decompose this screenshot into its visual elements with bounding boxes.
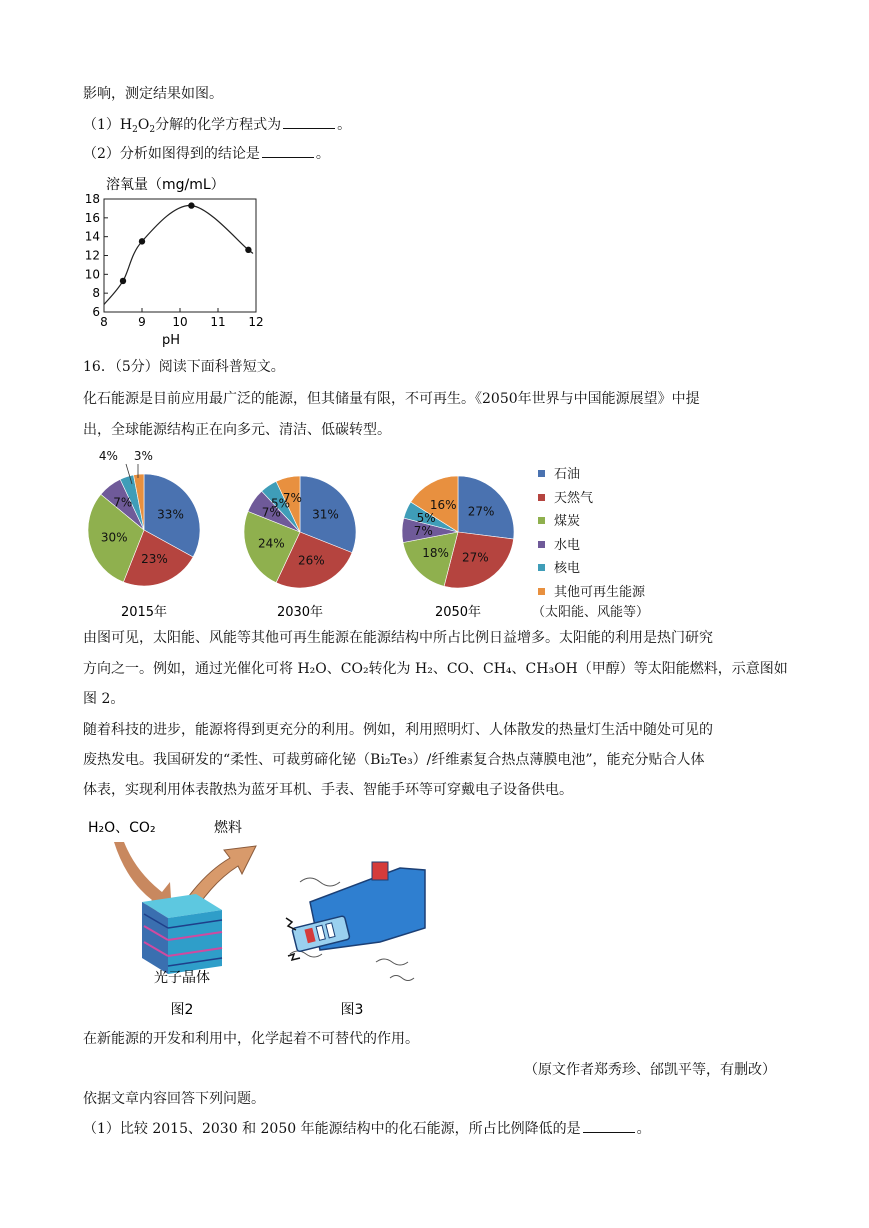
- legend-swatch: [538, 494, 545, 501]
- pie-slice-label: 26%: [298, 553, 325, 568]
- pie-slice-label: 27%: [467, 504, 495, 519]
- fig2-caption: 图2: [170, 1002, 194, 1018]
- legend-item: [538, 463, 580, 482]
- pie-slice-label: 4%: [98, 449, 118, 463]
- legend-label: 核电: [554, 561, 581, 576]
- fig3-caption: 图3: [340, 1002, 364, 1018]
- chart-ylabel: 溶氧量（mg/mL）: [106, 177, 225, 193]
- y-tick-label: 6: [92, 305, 100, 319]
- question-2: （2）分析如图得到的结论是 。: [83, 143, 330, 164]
- paragraph-3-line-2: 废热发电。我国研发的“柔性、可裁剪碲化铋（Bi₂Te₃）/纤维素复合热点薄膜电池”，能充分贴合人体: [83, 752, 705, 768]
- pie-slice-label: 5%: [416, 511, 436, 526]
- paragraph-2-line-3: 图 2。: [83, 691, 125, 707]
- paragraph-1-line-2: 出，全球能源结构正在向多元、清洁、低碳转型。: [83, 422, 391, 438]
- pie-slice-label: 7%: [413, 523, 433, 538]
- crystal-label: 光子晶体: [154, 970, 210, 986]
- pie-slice-label: 27%: [461, 550, 489, 565]
- pie-slice-label: 16%: [429, 498, 457, 513]
- intro-text: 影响，测定结果如图。: [83, 86, 223, 102]
- pie-slice-label: 23%: [141, 551, 168, 566]
- pie-slice-label: 7%: [261, 505, 281, 520]
- y-tick-label: 16: [84, 210, 100, 225]
- question-16-1: （1）比较 2015、2030 和 2050 年能源结构中的化石能源，所占比例降低的是 。: [83, 1118, 651, 1139]
- paragraph-2-line-1: 由图可见，太阳能、风能等其他可再生能源在能源结构中所占比例日益增多。太阳能的利用是热门研究: [83, 630, 713, 646]
- x-tick-label: 10: [172, 315, 188, 329]
- legend-swatch: [538, 588, 545, 595]
- pie-slice-label: 3%: [133, 449, 153, 463]
- paragraph-4: 在新能源的开发和利用中，化学起着不可替代的作用。: [83, 1031, 419, 1047]
- paragraph-1-line-1: 化石能源是目前应用最广泛的能源，但其储量有限，不可再生。《2050年世界与中国能源展望》中提: [83, 391, 700, 407]
- y-tick-label: 10: [84, 267, 100, 282]
- pie-slice-label: 24%: [258, 536, 285, 551]
- x-tick-label: 8: [100, 315, 108, 329]
- question-1: $(1)H_2O_2$分解的化学方程式为 。: [83, 114, 351, 140]
- pie-slice-label: 7%: [113, 495, 133, 510]
- x-tick-label: 11: [210, 315, 226, 329]
- question-16-title: 16．（5分）阅读下面科普短文。: [83, 359, 285, 375]
- pie-2030: [238, 446, 378, 624]
- answer-blank[interactable]: [283, 114, 335, 129]
- pie-slice-label: 7%: [282, 491, 302, 506]
- data-point: [188, 202, 194, 208]
- legend-label: 煤炭: [554, 514, 581, 529]
- chart-xlabel: pH: [162, 333, 181, 348]
- legend-note: （太阳能、风能等）: [532, 605, 650, 620]
- legend-swatch: [538, 564, 545, 571]
- legend-swatch: [538, 541, 545, 548]
- legend-label: 水电: [554, 537, 581, 553]
- figure-2-photonic-crystal: [84, 814, 274, 1024]
- pie-title: 2030年: [276, 605, 324, 620]
- legend-swatch: [538, 470, 545, 477]
- y-tick-label: 18: [84, 192, 100, 206]
- legend-item: [538, 534, 580, 553]
- answer-blank[interactable]: [262, 143, 314, 158]
- pie-slice-label: 18%: [422, 546, 449, 561]
- y-tick-label: 12: [84, 248, 100, 263]
- y-tick-label: 14: [84, 229, 100, 244]
- legend-item: [538, 557, 580, 576]
- legend-label: 其他可再生能源: [554, 584, 646, 600]
- x-tick-label: 12: [248, 315, 264, 329]
- legend-label: 石油: [554, 467, 581, 482]
- pie-slice-label: 5%: [270, 496, 291, 511]
- pie-slice-label: 33%: [157, 507, 184, 522]
- pie-title: 2015年: [120, 605, 168, 620]
- fig2-input-label: H₂O、CO₂: [88, 820, 156, 836]
- y-tick-label: 8: [92, 286, 100, 301]
- legend-swatch: [538, 517, 545, 524]
- data-point: [245, 247, 251, 253]
- data-point: [120, 278, 126, 284]
- legend-item: [538, 487, 593, 506]
- pie-2050: [396, 446, 536, 624]
- figure-3-thermo-battery: [280, 858, 430, 1024]
- legend-item: [538, 581, 645, 600]
- pie-slice-label: 31%: [312, 507, 339, 522]
- photonic-crystal-icon: [142, 894, 222, 974]
- source-attribution: （原文作者郑秀珍、邰凯平等，有删改）: [524, 1062, 776, 1078]
- legend-label: 天然气: [554, 490, 594, 506]
- ph-oxygen-chart: [80, 172, 280, 350]
- paragraph-3-line-1: 随着科技的进步，能源将得到更充分的利用。例如，利用照明灯、人体散发的热量灯生活中随处可见的: [83, 722, 713, 738]
- oxygen-curve: [104, 206, 253, 305]
- pie-slice-label: 30%: [100, 530, 128, 545]
- fig2-output-label: 燃料: [214, 820, 242, 836]
- paragraph-3-line-3: 体表，实现利用体表散热为蓝牙耳机、手表、智能手环等可穿戴电子设备供电。: [83, 782, 573, 798]
- answer-blank[interactable]: [583, 1118, 635, 1133]
- x-tick-label: 9: [138, 315, 146, 329]
- paragraph-2-line-2: 方向之一。例如，通过光催化可将 H₂O、CO₂转化为 H₂、CO、CH₄、CH₃OH（甲醇）等太阳能燃料，示意图如: [83, 661, 788, 677]
- paragraph-5: 依据文章内容回答下列问题。: [83, 1091, 265, 1107]
- hand-with-battery-icon: [286, 862, 425, 960]
- plot-frame: [104, 199, 256, 312]
- legend-item: [538, 510, 580, 529]
- pie-2015: [80, 446, 220, 624]
- data-point: [139, 238, 145, 244]
- pie-title: 2050年: [434, 605, 482, 620]
